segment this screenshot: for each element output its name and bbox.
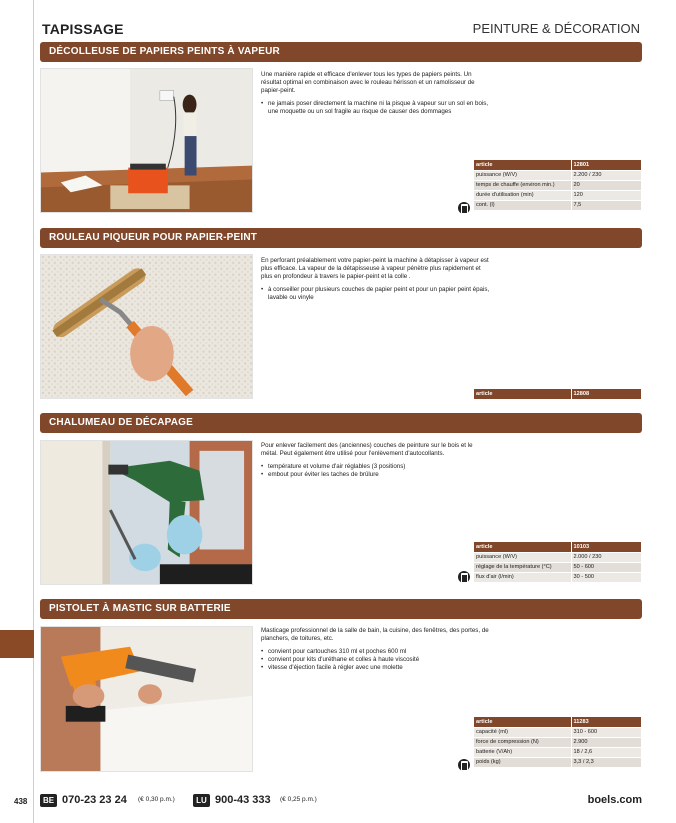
feature-list xyxy=(261,463,491,479)
section-title: ROULEAU PIQUEUR POUR PAPIER-PEINT xyxy=(40,228,642,248)
spec-key: temps de chauffe (environ min.) xyxy=(474,180,571,190)
country-badge-be: BE xyxy=(40,794,57,807)
spec-key: article xyxy=(474,389,571,399)
spec-value: 12808 xyxy=(571,389,641,399)
section-wallpaper-perforator xyxy=(40,228,642,400)
spec-value: 12801 xyxy=(571,160,641,170)
care-instructions-icon xyxy=(458,202,470,214)
spec-key: capacité (ml) xyxy=(474,727,571,737)
spec-key: puissance (W/V) xyxy=(474,170,571,180)
spec-row xyxy=(474,757,641,767)
spec-header-row xyxy=(474,160,641,170)
spec-value: 18 / 2,6 xyxy=(571,747,641,757)
feature-item: • convient pour cartouches 310 ml et poches 600 ml xyxy=(261,648,491,656)
product-description xyxy=(261,442,491,479)
spec-value: 50 - 600 xyxy=(571,562,641,572)
spec-value: 7,5 xyxy=(571,200,641,210)
spec-row xyxy=(474,552,641,562)
section-heat-gun xyxy=(40,413,642,585)
spec-value: 310 - 600 xyxy=(571,727,641,737)
spec-value: 11283 xyxy=(571,717,641,727)
spec-row xyxy=(474,737,641,747)
care-instructions-icon xyxy=(458,571,470,583)
country-badge-lu: LU xyxy=(193,794,210,807)
spec-table xyxy=(474,717,641,768)
product-photo xyxy=(40,626,253,772)
intro-text: En perforant préalablement votre papier-peint la machine à détapisser à vapeur est plus efficace. La vapeur de la détapisseuse à vapeur pénètre plus rapidement et plus en profondeur à travers le papier-peint et la colle . xyxy=(261,257,489,280)
spec-key: durée d'utilisation (min) xyxy=(474,190,571,200)
spec-header-row xyxy=(474,717,641,727)
spec-key: article xyxy=(474,717,571,727)
feature-item: • vitesse d'éjection facile à régler avec une molette xyxy=(261,664,491,672)
spec-table xyxy=(474,389,641,400)
page-title: TAPISSAGE xyxy=(42,21,124,37)
feature-list xyxy=(261,648,491,672)
care-instructions-icon xyxy=(458,759,470,771)
spec-value: 2.000 / 230 xyxy=(571,552,641,562)
spec-value: 10103 xyxy=(571,542,641,552)
spec-row xyxy=(474,190,641,200)
feature-item: • à conseiller pour plusieurs couches de papier peint et pour un papier peint épais, lavable ou vinyle xyxy=(261,286,491,302)
spec-key: article xyxy=(474,542,571,552)
product-photo xyxy=(40,254,253,399)
section-title: PISTOLET À MASTIC SUR BATTERIE xyxy=(40,599,642,619)
spec-value: 20 xyxy=(571,180,641,190)
spec-key: cont. (l) xyxy=(474,200,571,210)
spec-table xyxy=(474,542,641,583)
spec-key: poids (kg) xyxy=(474,757,571,767)
feature-item: • convient pour kits d'uréthane et colles à haute viscosité xyxy=(261,656,491,664)
section-cordless-caulking-gun xyxy=(40,599,642,773)
footer xyxy=(40,794,642,810)
spec-row xyxy=(474,170,641,180)
phone-lu[interactable]: 900-43 333 xyxy=(215,794,271,806)
product-photo xyxy=(40,440,253,585)
spec-value: 2.200 / 230 xyxy=(571,170,641,180)
website-link[interactable]: boels.com xyxy=(587,794,642,806)
chapter-tab xyxy=(0,630,34,658)
spec-key: force de compression (N) xyxy=(474,737,571,747)
feature-item: • température et volume d'air réglables (3 positions) xyxy=(261,463,491,471)
spec-value: 2.900 xyxy=(571,737,641,747)
section-title: CHALUMEAU DE DÉCAPAGE xyxy=(40,413,642,433)
spec-row xyxy=(474,200,641,210)
spec-row xyxy=(474,727,641,737)
call-price-lu: (€ 0,25 p.m.) xyxy=(280,796,317,803)
page-number: 438 xyxy=(14,797,28,806)
feature-list xyxy=(261,100,491,116)
spec-header-row xyxy=(474,542,641,552)
spec-row xyxy=(474,180,641,190)
feature-item: • ne jamais poser directement la machine ni la pisque à vapeur sur un sol en bois, une moquette ou un sol fragile au risque de causer des dommages xyxy=(261,100,491,116)
spec-value: 3,3 / 2,3 xyxy=(571,757,641,767)
spec-key: article xyxy=(474,160,571,170)
intro-text: Une manière rapide et efficace d'enlever tous les types de papiers peints. Un résultat optimal en combinaison avec le rouleau hérisson et un ramolisseur de papier-peint. xyxy=(261,71,475,94)
product-description xyxy=(261,627,491,672)
product-photo xyxy=(40,68,253,213)
spec-key: puissance (W/V) xyxy=(474,552,571,562)
spec-key: réglage de la température (°C) xyxy=(474,562,571,572)
spec-row xyxy=(474,572,641,582)
spec-key: batterie (V/Ah) xyxy=(474,747,571,757)
feature-list xyxy=(261,286,491,302)
product-description xyxy=(261,257,491,302)
spec-table xyxy=(474,160,641,211)
spec-row xyxy=(474,747,641,757)
product-description xyxy=(261,71,491,116)
call-price-be: (€ 0,30 p.m.) xyxy=(138,796,175,803)
feature-item: • embout pour éviter les taches de brûlure xyxy=(261,471,491,479)
left-margin-rule xyxy=(33,0,34,823)
spec-header-row xyxy=(474,389,641,399)
intro-text: Pour enlever facilement des (anciennes) couches de peinture sur le bois et le métal. Peut également être utilisé pour l'enlèvement d'autocollants. xyxy=(261,442,473,457)
page-category: PEINTURE & DÉCORATION xyxy=(472,21,640,36)
spec-row xyxy=(474,562,641,572)
phone-be[interactable]: 070-23 23 24 xyxy=(62,794,127,806)
section-title: DÉCOLLEUSE DE PAPIERS PEINTS À VAPEUR xyxy=(40,42,642,62)
spec-key: flux d'air (l/min) xyxy=(474,572,571,582)
spec-value: 120 xyxy=(571,190,641,200)
intro-text: Masticage professionnel de la salle de bain, la cuisine, des fenêtres, des portes, de planchers, de toitures, etc. xyxy=(261,627,489,642)
spec-value: 30 - 500 xyxy=(571,572,641,582)
section-steam-wallpaper-stripper xyxy=(40,42,642,214)
